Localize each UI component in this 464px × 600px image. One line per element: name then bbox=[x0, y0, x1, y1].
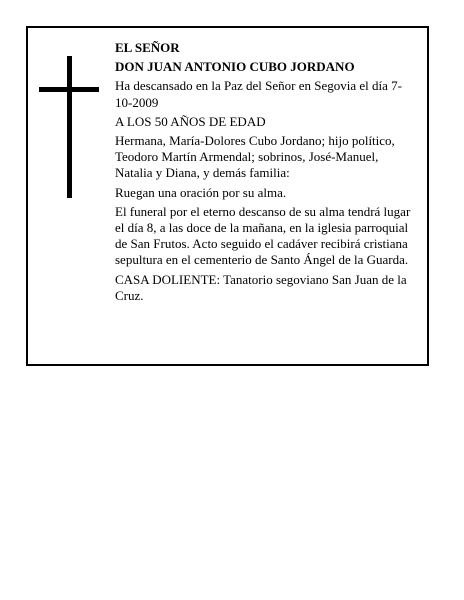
notice-title: EL SEÑOR bbox=[115, 40, 180, 55]
prayer-request: Ruegan una oración por su alma. bbox=[115, 184, 287, 200]
obituary-notice bbox=[26, 26, 429, 366]
funeral-home: CASA DOLIENTE: Tanatorio segoviano San Juan de la Cruz. bbox=[115, 271, 407, 303]
cross-vertical-bar bbox=[67, 56, 72, 198]
family-list: Hermana, María-Dolores Cubo Jordano; hijo político, Teodoro Martín Armendal; sobrinos, José-Manuel, Natalia y Diana, y demás familia: bbox=[115, 133, 395, 181]
funeral-details: El funeral por el eterno descanso de su alma tendrá lugar el día 8, a las doce de la mañana, en la iglesia parroquial de San Frutos. Acto seguido el cadáver recibirá cristiana sepultura en el cementerio de Santo Ángel de la Guarda. bbox=[115, 203, 411, 268]
rest-statement: Ha descansado en la Paz del Señor en Segovia el día 7-10-2009 bbox=[115, 78, 402, 110]
age-statement: A LOS 50 AÑOS DE EDAD bbox=[115, 113, 266, 129]
notice-body bbox=[115, 40, 419, 304]
deceased-name: DON JUAN ANTONIO CUBO JORDANO bbox=[115, 59, 355, 75]
cross-horizontal-bar bbox=[39, 87, 99, 92]
latin-cross-icon bbox=[39, 56, 99, 198]
